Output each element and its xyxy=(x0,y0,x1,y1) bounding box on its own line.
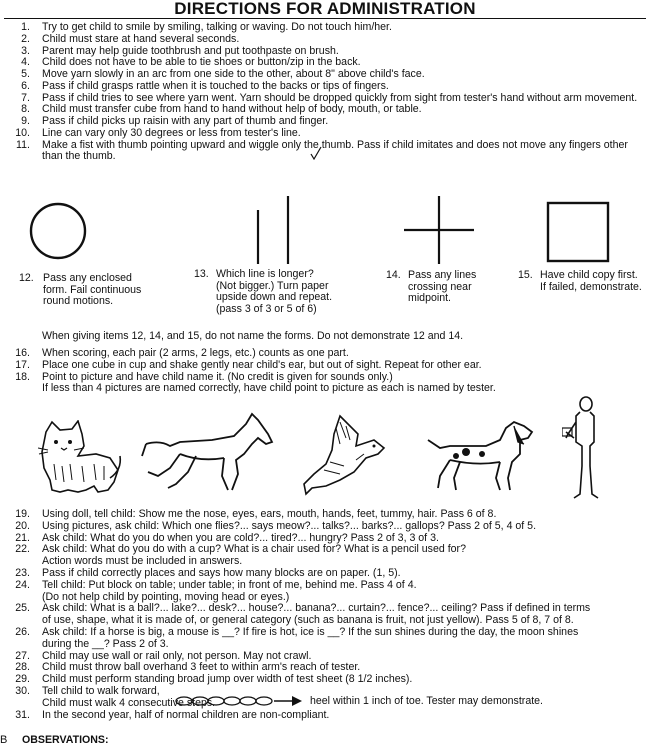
horse-picture xyxy=(140,410,276,494)
item-number: 8. xyxy=(21,103,30,116)
item-number: 31. xyxy=(15,708,30,721)
item-text: If less than 4 pictures are named correctly, have child point to picture as each is named by tester. xyxy=(42,382,496,395)
item-text: during the __? Pass 2 of 3. xyxy=(42,637,169,650)
kitten-picture xyxy=(38,420,124,494)
item-text: Using doll, tell child: Show me the nose, eyes, ears, mouth, hands, feet, tummy, hair. Pass 6 of 8. xyxy=(42,508,497,520)
item-text: Move yarn slowly in an arc from one side to the other, about 8" above child's face. xyxy=(42,68,425,80)
item-number: 1. xyxy=(21,21,30,33)
item-number: 4. xyxy=(21,56,30,69)
item-text: Child must walk 4 consecutive steps. xyxy=(42,696,216,709)
item-text: Pass if child tries to see where yarn went. Yarn should be dropped quickly from sight from tester's hand without arm movement. xyxy=(42,91,638,104)
item-text: Ask child: If a horse is big, a mouse is __? If fire is hot, ice is __? If the sun shines during the day, the moon shines xyxy=(42,626,579,638)
item-text: In the second year, half of normal children are non-compliant. xyxy=(42,708,330,721)
item-number: 21. xyxy=(15,531,30,544)
item-number: 27. xyxy=(15,649,30,662)
item-text: Child must stare at hand several seconds. xyxy=(42,32,240,45)
item-text: Pass if child grasps rattle when it is touched to the backs or tips of fingers. xyxy=(42,79,389,92)
item-number: 29. xyxy=(15,673,30,686)
item-number: 17. xyxy=(15,358,30,371)
item-number: 11. xyxy=(16,138,30,151)
item-number: 7. xyxy=(21,91,30,104)
item-text: of use, shape, what it is made of, or general category (such as banana is fruit, not just yellow). Pass 5 of 8, 7 of 8. xyxy=(42,614,574,627)
form-caption-13: 13. Which line is longer? (Not bigger.) Turn paper upside down and repeat. (pass 3 of 3 or 5 of 6) xyxy=(194,268,333,315)
item-text: Ask child: What do you do when you are cold?... tired?... hungry? Pass 2 of 3, 3 of 3. xyxy=(42,531,439,544)
item-number: 30. xyxy=(15,685,30,697)
item-text: Tell child: Put block on table; under table; in front of me, behind me. Pass 4 of 4. xyxy=(42,578,417,591)
item-text: When scoring, each pair (2 arms, 2 legs, etc.) counts as one part. xyxy=(42,347,349,359)
item-text: Ask child: What do you do with a cup? What is a chair used for? What is a pencil used for? xyxy=(42,543,466,556)
check-mark-icon xyxy=(310,146,322,160)
item-number: 6. xyxy=(21,79,30,92)
item-number: 20. xyxy=(15,519,30,532)
circle-form-figure xyxy=(28,200,88,262)
man-picture xyxy=(562,394,608,500)
item-number: 5. xyxy=(21,68,30,80)
item-text: than the thumb. xyxy=(42,150,116,163)
page-title: DIRECTIONS FOR ADMINISTRATION xyxy=(174,0,476,18)
item-number: 26. xyxy=(15,626,30,638)
item-text: Point to picture and have child name it. (No credit is given for sounds only.) xyxy=(42,370,393,383)
section-letter: B xyxy=(0,734,8,746)
heel-toe-walk-icon xyxy=(174,694,304,708)
form-caption-15: 15. Have child copy first. If failed, demonstrate. xyxy=(518,269,642,293)
form-caption-14: 14. Pass any lines crossing near midpoint. xyxy=(386,269,477,305)
item-number: 2. xyxy=(21,32,30,45)
item-text: (Do not help child by pointing, moving head or eyes.) xyxy=(42,590,290,603)
item-text: Using pictures, ask child: Which one flies?... says meow?... talks?... barks?... gallops? Pass 2 of 5, 4 of 5. xyxy=(42,519,537,532)
item-text: Parent may help guide toothbrush and put toothpaste on brush. xyxy=(42,44,339,57)
item-text: Try to get child to smile by smiling, talking or waving. Do not touch him/her. xyxy=(42,21,392,33)
item-text: Pass if child correctly places and says how many blocks are on paper. (1, 5). xyxy=(42,567,401,579)
item-text: Place one cube in cup and shake gently near child's ear, but out of sight. Repeat for other ear. xyxy=(42,358,482,371)
item-text: Tell child to walk forward, xyxy=(42,685,160,697)
item-text: Child must perform standing broad jump over width of test sheet (8 1/2 inches). xyxy=(42,673,413,686)
item-text: Line can vary only 30 degrees or less from tester's line. xyxy=(42,126,301,139)
item-number: 3. xyxy=(21,44,30,57)
title-divider xyxy=(4,18,646,19)
dog-picture xyxy=(426,418,536,494)
forms-note: When giving items 12, 14, and 15, do not name the forms. Do not demonstrate 12 and 14. xyxy=(42,330,464,342)
form-caption-12: 12. Pass any enclosed form. Fail continuous round motions. xyxy=(19,272,142,308)
item-text: Make a fist with thumb pointing upward and wiggle only the thumb. Pass if child imitates and does not move any fingers other xyxy=(42,138,628,151)
item-number: 28. xyxy=(15,661,30,674)
item-text: Child does not have to be able to tie shoes or button/zip in the back. xyxy=(42,56,361,69)
item-text: Child must throw ball overhand 3 feet to within arm's reach of tester. xyxy=(42,661,361,674)
cross-form-figure xyxy=(402,194,476,266)
item-number: 19. xyxy=(15,508,30,520)
item-text: Child must transfer cube from hand to hand without help of body, mouth, or table. xyxy=(42,103,422,116)
item-number: 23. xyxy=(15,567,30,579)
item-number: 9. xyxy=(21,115,30,127)
item-number: 24. xyxy=(15,578,30,591)
item-number: 22. xyxy=(15,543,30,556)
item-number: 16. xyxy=(15,347,30,359)
bird-picture xyxy=(300,414,388,498)
item-number: 25. xyxy=(15,602,30,615)
observations-heading: OBSERVATIONS: xyxy=(22,734,109,746)
item-text: Child may use wall or rail only, not person. May not crawl. xyxy=(42,649,312,662)
item-number: 18. xyxy=(15,370,30,383)
item-text: Action words must be included in answers. xyxy=(42,555,243,568)
square-form-figure xyxy=(546,201,610,263)
item-number: 10. xyxy=(15,126,30,139)
item-text: Pass if child picks up raisin with any part of thumb and finger. xyxy=(42,115,329,127)
two-lines-figure xyxy=(250,194,294,266)
item-text: Ask child: What is a ball?... lake?... desk?... house?... banana?... curtain?... fence?... ceiling? Pass if defined in terms xyxy=(42,602,591,615)
item-30-suffix: heel within 1 inch of toe. Tester may demonstrate. xyxy=(310,695,543,707)
